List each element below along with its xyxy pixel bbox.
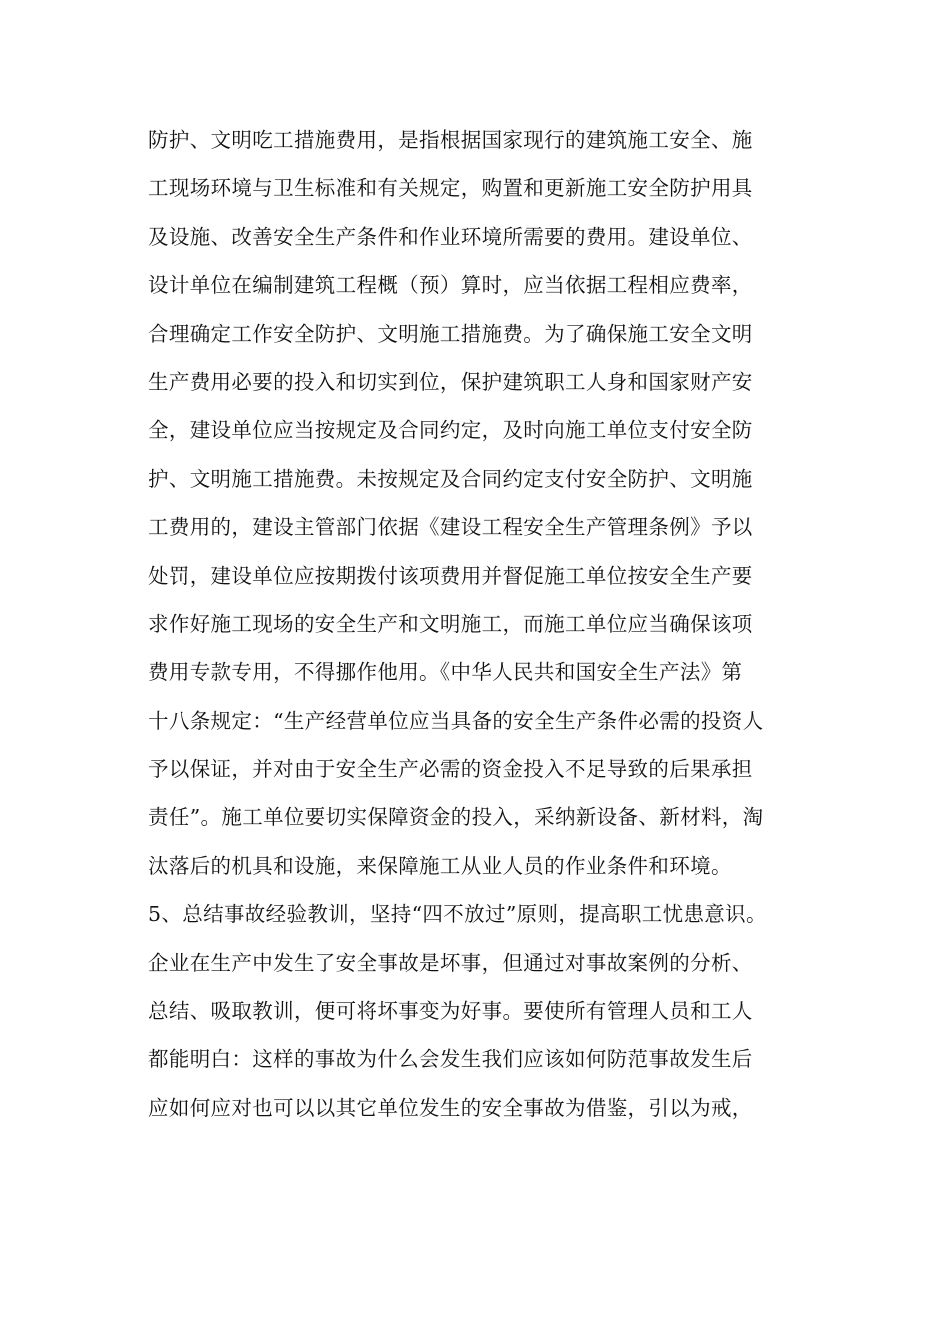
text-line-10: 处罚，建设单位应按期拨付该项费用并督促施工单位按安全生产要 [148,563,753,588]
text-line-19: 总结、吸取教训，便可将坏事变为好事。要使所有管理人员和工人 [148,999,753,1024]
section-heading-5: 5、总结事故经验教训，坚持“四不放过”原则，提高职工忧患意识。 [148,902,767,927]
text-line-20: 都能明白：这样的事故为什么会发生我们应该如何防范事故发生后 [148,1047,753,1072]
text-line-11: 求作好施工现场的安全生产和文明施工，而施工单位应当确保该项 [148,611,753,636]
text-line-2: 工现场环境与卫生标准和有关规定，购置和更新施工安全防护用具 [148,176,753,201]
text-line-21: 应如何应对也可以以其它单位发生的安全事故为借鉴，引以为戒， [148,1095,753,1120]
text-line-14: 予以保证，并对由于安全生产必需的资金投入不足导致的后果承担 [148,757,753,782]
text-line-3: 及设施、改善安全生产条件和作业环境所需要的费用。建设单位、 [148,224,753,249]
text-line-9: 工费用的，建设主管部门依据《建设工程安全生产管理条例》予以 [148,515,753,540]
text-line-5: 合理确定工作安全防护、文明施工措施费。为了确保施工安全文明 [148,321,753,346]
text-line-16: 汰落后的机具和设施，来保障施工从业人员的作业条件和环境。 [148,853,732,878]
text-line-15: 责任”。施工单位要切实保障资金的投入，采纳新设备、新材料，淘 [148,805,764,830]
text-line-12: 费用专款专用，不得挪作他用。《中华人民共和国安全生产法》第 [148,660,743,685]
text-line-6: 生产费用必要的投入和切实到位，保护建筑职工人身和国家财产安 [148,369,753,394]
body-text [148,116,828,1132]
text-line-18: 企业在生产中发生了安全事故是坏事，但通过对事故案例的分析、 [148,950,753,975]
text-line-13: 十八条规定：“生产经营单位应当具备的安全生产条件必需的投资人 [148,708,764,733]
text-line-7: 全，建设单位应当按规定及合同约定，及时向施工单位支付安全防 [148,418,753,443]
text-line-8: 护、文明施工措施费。未按规定及合同约定支付安全防护、文明施 [148,466,753,491]
text-line-4: 设计单位在编制建筑工程概（预）算时，应当依据工程相应费率， [148,273,753,298]
text-line-1: 防护、文明吃工措施费用，是指根据国家现行的建筑施工安全、施 [148,128,753,152]
